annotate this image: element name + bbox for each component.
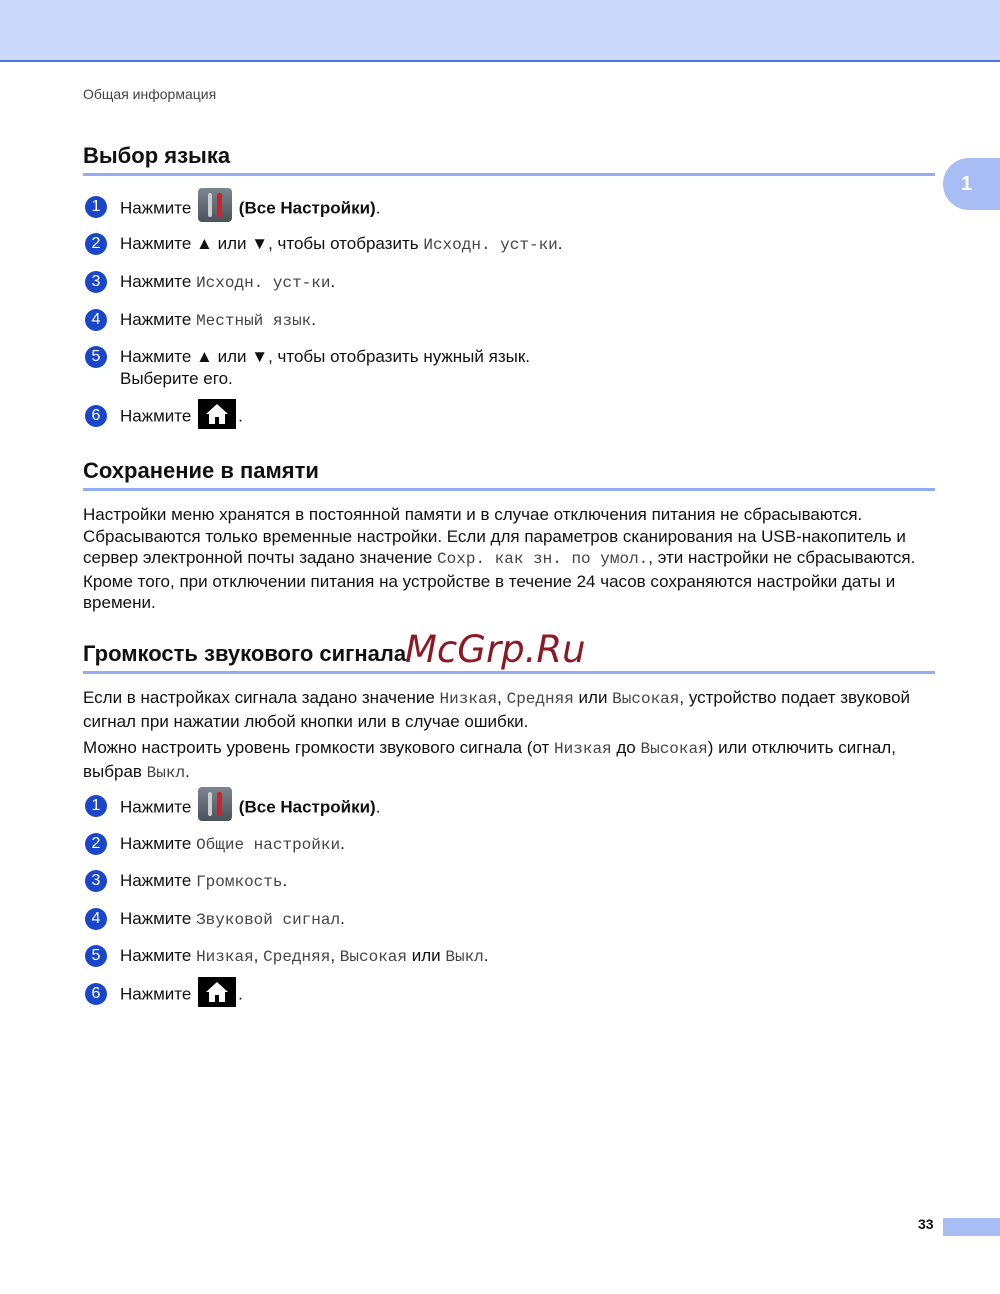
step-number: 4 xyxy=(85,908,107,930)
step-number: 1 xyxy=(85,196,107,218)
chapter-tab: 1 xyxy=(943,158,1000,210)
step-text: Нажмите . xyxy=(120,405,243,429)
step-number: 6 xyxy=(85,405,107,427)
volume-paragraph-1: Если в настройках сигнала задано значение Низкая, Средняя или Высокая, устройство подает звуковой сигнал при нажатии любой кнопки или в случае ошибки. xyxy=(83,688,911,731)
page-number: 33 xyxy=(918,1216,934,1232)
step-text: Нажмите Низкая, Средняя, Высокая или Выкл. xyxy=(120,946,489,966)
header-band xyxy=(0,0,1000,62)
step-number: 6 xyxy=(85,983,107,1005)
section-title-volume: Громкость звукового сигнала xyxy=(83,641,407,666)
step-text: Нажмите Исходн. уст-ки. xyxy=(120,272,336,292)
home-icon xyxy=(198,977,236,1007)
section-rule xyxy=(83,488,935,491)
section-title-memory: Сохранение в памяти xyxy=(83,458,319,483)
section-rule xyxy=(83,671,935,674)
step-text: Нажмите Громкость. xyxy=(120,871,288,891)
step-text: Нажмите Местный язык. xyxy=(120,310,317,330)
step-number: 5 xyxy=(85,945,107,967)
settings-tools-icon xyxy=(198,188,232,222)
step-text: Нажмите ▲ или ▼, чтобы отобразить Исходн. уст-ки. xyxy=(120,234,563,254)
step-number: 2 xyxy=(85,233,107,255)
watermark: McGrp.Ru xyxy=(405,628,586,671)
step-text-line2: Выберите его. xyxy=(120,369,233,388)
home-icon xyxy=(198,399,236,429)
step-number: 4 xyxy=(85,309,107,331)
settings-tools-icon xyxy=(198,787,232,821)
page-tab xyxy=(943,1218,1000,1236)
step-number: 2 xyxy=(85,833,107,855)
memory-paragraph: Настройки меню хранятся в постоянной памяти и в случае отключения питания не сбрасываются. Сбрасываются только временные настройки. Если для параметров сканирования на USB-накопитель и сервер электронной почты задано значение Сохр. как зн. по умол., эти настройки не сбрасываются. Кроме того, при отключении питания на устройстве в течение 24 часов сохраняются настройки даты и времени. xyxy=(83,505,916,612)
step-text: Нажмите Общие настройки. xyxy=(120,834,345,854)
section-rule xyxy=(83,173,935,176)
step-text: Нажмите ▲ или ▼, чтобы отобразить нужный язык. xyxy=(120,347,531,366)
step-number: 1 xyxy=(85,795,107,817)
running-head: Общая информация xyxy=(83,86,217,102)
step-text: Нажмите Звуковой сигнал. xyxy=(120,909,345,929)
step-number: 3 xyxy=(85,271,107,293)
step-text: Нажмите . xyxy=(120,983,243,1007)
step-number: 5 xyxy=(85,346,107,368)
step-number: 3 xyxy=(85,870,107,892)
volume-paragraph-2: Можно настроить уровень громкости звукового сигнала (от Низкая до Высокая) или отключить сигнал, выбрав Выкл. xyxy=(83,738,896,782)
step-text: Нажмите (Все Настройки). xyxy=(120,196,380,222)
step-text: Нажмите (Все Настройки). xyxy=(120,795,380,821)
section-title-language: Выбор языка xyxy=(83,143,231,168)
